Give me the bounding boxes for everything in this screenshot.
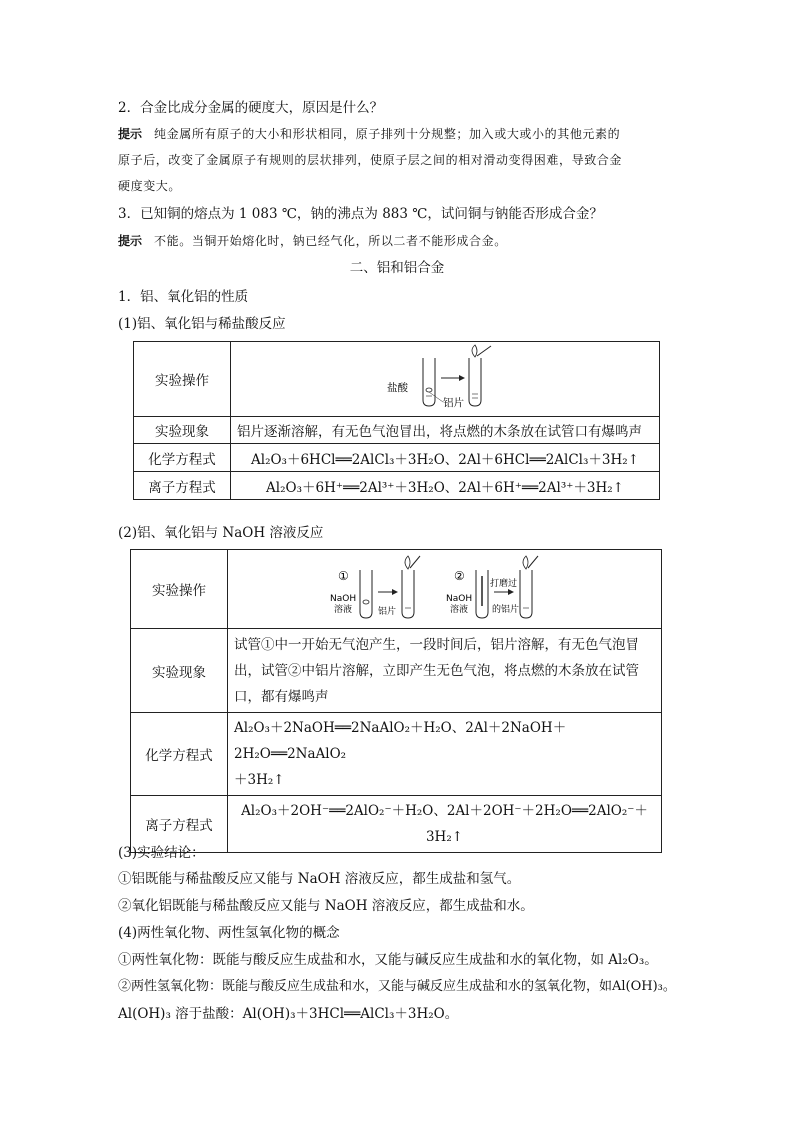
table2-row2-text <box>228 629 662 713</box>
fig-reagent-label: 盐酸 <box>387 382 408 394</box>
hcl-test-tube-diagram <box>385 344 505 410</box>
table2-row2-label: 实验现象 <box>131 629 228 713</box>
table2-figure-cell <box>228 550 662 629</box>
concept-amphoteric-hydroxide: ②两性氢氧化物：既能与酸反应生成盐和水，又能与碱反应生成盐和水的氢氧化物，如Al(OH)₃。 <box>118 979 676 994</box>
table2-row4-line2: 3H₂↑ <box>425 829 464 845</box>
section-title: 二、铝和铝合金 <box>349 260 445 276</box>
fig2-reagent-a: NaOH <box>445 594 472 604</box>
naoh-test-tube-diagram <box>330 552 560 622</box>
table1-row1-label: 实验操作 <box>134 342 231 417</box>
table2-row2-line3: 口，都有爆鸣声 <box>234 688 329 705</box>
fig1-reagent-a: NaOH <box>329 594 356 604</box>
table1-row3-text: Al₂O₃＋6HCl══2AlCl₃＋3H₂O、2Al＋6HCl══2AlCl₃＋3H₂↑ <box>231 444 660 472</box>
conclusion-2: ②氧化铝既能与稀盐酸反应又能与 NaOH 溶液反应，都生成盐和水。 <box>118 898 534 914</box>
table2-row4-label: 离子方程式 <box>131 796 228 853</box>
table1-row4-label: 离子方程式 <box>134 472 231 500</box>
concept-example-equation: Al(OH)₃ 溶于盐酸：Al(OH)₃＋3HCl══AlCl₃＋3H₂O。 <box>118 1006 459 1022</box>
table1-row4-text: Al₂O₃＋6H⁺══2Al³⁺＋3H₂O、2Al＋6H⁺══2Al³⁺＋3H₂↑ <box>231 472 660 500</box>
table1-row3-label: 化学方程式 <box>134 444 231 472</box>
hint-label: 提示 <box>118 234 143 248</box>
part-1-title: (1)铝、氧化铝与稀盐酸反应 <box>118 316 286 332</box>
concept-title: (4)两性氧化物、两性氢氧化物的概念 <box>118 925 340 941</box>
question-2: 2．合金比成分金属的硬度大，原因是什么？ <box>118 100 384 116</box>
question-3: 3．已知铜的熔点为 1 083 ℃，钠的沸点为 883 ℃，试问铜与钠能否形成合金？ <box>118 206 603 222</box>
hint-label: 提示 <box>118 127 143 141</box>
fig1-reagent-b: 溶液 <box>333 605 352 615</box>
table2-row4-text <box>228 796 662 853</box>
fig2-number: ② <box>453 569 465 583</box>
table2-row4-line1: Al₂O₃＋2OH⁻══2AlO₂⁻＋H₂O、2Al＋2OH⁻＋2H₂O══2AlO₂⁻＋ <box>241 803 648 819</box>
fig1-metal: 铝片 <box>377 607 396 617</box>
table2-row3-line1: Al₂O₃＋2NaOH══2NaAlO₂＋H₂O、2Al＋2NaOH＋2H₂O══2NaAlO₂ <box>234 720 567 762</box>
table2-row1-label: 实验操作 <box>131 550 228 629</box>
concept-amphoteric-oxide: ①两性氧化物：既能与酸反应生成盐和水，又能与碱反应生成盐和水的氧化物，如 Al₂O₃。 <box>118 952 658 968</box>
fig-metal-label: 铝片 <box>443 397 464 409</box>
table-hcl-reaction <box>133 341 660 500</box>
part-2-title: (2)铝、氧化铝与 NaOH 溶液反应 <box>118 525 324 541</box>
fig2-reagent-b: 溶液 <box>449 605 468 615</box>
fig2-metal-a: 打磨过 <box>489 579 517 589</box>
table2-row2-line2: 出，试管②中铝片溶解，立即产生无色气泡，将点燃的木条放在试管 <box>234 662 639 679</box>
table2-row3-line2: ＋3H₂↑ <box>234 772 285 788</box>
table2-row2-line1: 试管①中一开始无气泡产生，一段时间后，铝片溶解，有无色气泡冒 <box>234 636 639 653</box>
table1-row2-text: 铝片逐渐溶解，有无色气泡冒出，将点燃的木条放在试管口有爆鸣声 <box>231 417 660 444</box>
table2-row3-label: 化学方程式 <box>131 713 228 796</box>
table-naoh-reaction <box>130 549 662 853</box>
conclusion-title: (3)实验结论： <box>118 845 205 861</box>
hint-text: 不能。当铜开始熔化时，钠已经气化，所以二者不能形成合金。 <box>154 234 507 248</box>
table2-row3-text <box>228 713 662 796</box>
hint-2-line-3: 硬度变大。 <box>118 179 182 193</box>
conclusion-1: ①铝既能与稀盐酸反应又能与 NaOH 溶液反应，都生成盐和氢气。 <box>118 871 521 887</box>
fig1-number: ① <box>337 569 349 583</box>
table1-figure-cell <box>231 342 660 417</box>
fig2-metal-b: 的铝片 <box>491 605 519 615</box>
hint-2-line-1 <box>118 124 620 144</box>
hint-text: 纯金属所有原子的大小和形状相同，原子排列十分规整；加入或大或小的其他元素的 <box>154 127 621 141</box>
hint-3 <box>118 231 507 251</box>
hint-2-line-2: 原子后，改变了金属原子有规则的层状排列，使原子层之间的相对滑动变得困难，导致合金 <box>118 153 623 167</box>
subsection-1: 1．铝、氧化铝的性质 <box>118 289 249 305</box>
table1-row2-label: 实验现象 <box>134 417 231 444</box>
